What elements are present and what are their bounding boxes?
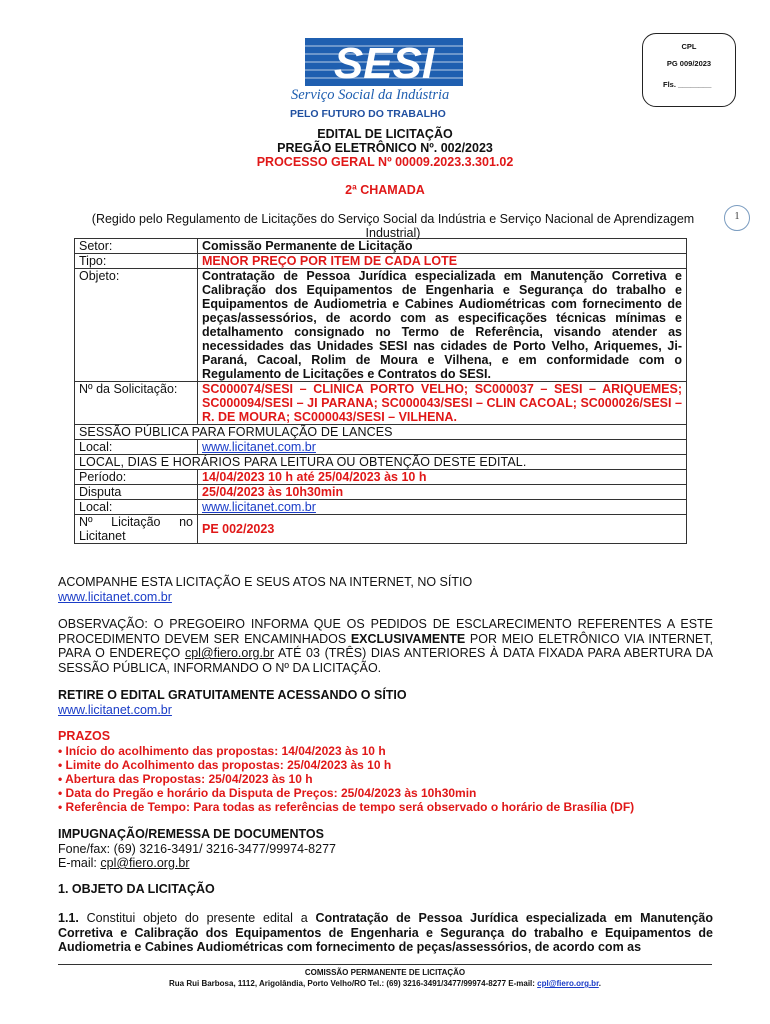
- table-row: [75, 485, 687, 500]
- licitacao-value: PE 002/2023: [198, 515, 687, 544]
- objeto-label: Objeto:: [75, 269, 198, 382]
- tipo-label: Tipo:: [75, 254, 198, 269]
- setor-value: Comissão Permanente de Licitação: [198, 239, 687, 254]
- logo-subtitle: Serviço Social da Indústria: [291, 87, 450, 103]
- setor-label: Setor:: [75, 239, 198, 254]
- disputa-value: 25/04/2023 às 10h30min: [198, 485, 687, 500]
- retire-link[interactable]: www.licitanet.com.br: [58, 702, 172, 717]
- table-row: [75, 254, 687, 269]
- local2-label: Local:: [75, 500, 198, 515]
- objeto-value: Contratação de Pessoa Jurídica especializada em Manutenção Corretiva e Calibração dos Equipamentos de Engenharia e Segurança do trabalho e Equipamentos de Audiometria e Cabines Audiométricas com fornecimento de peças/assessórios, de acordo com as especificações técnicas mínimas e detalhamento consignado no Termo de Referência, visando atender as necessidades das Unidades SESI nas cidades de Porto Velho, Ariquemes, Ji-Paraná, Cacoal, Rolim de Moura e Vilhena, e em conformidade com o Regulamento de Licitações e Contratos do SESI.: [198, 269, 687, 382]
- impugnacao-email[interactable]: cpl@fiero.org.br: [100, 856, 190, 870]
- info-table: [74, 238, 687, 544]
- process-number: PROCESSO GERAL Nº 00009.2023.3.301.02: [256, 155, 514, 169]
- local-link[interactable]: www.licitanet.com.br: [202, 440, 316, 454]
- local-label: Local:: [75, 440, 198, 455]
- footer-divider: [58, 964, 712, 965]
- observacao-bold: EXCLUSIVAMENTE: [350, 631, 466, 646]
- table-row: [75, 455, 687, 470]
- prazo-item: • Limite do Acolhimento das propostas: 25/04/2023 às 10 h: [58, 758, 392, 772]
- objeto-section-title: 1. OBJETO DA LICITAÇÃO: [58, 882, 215, 896]
- retire-title: RETIRE O EDITAL GRATUITAMENTE ACESSANDO O SÍTIO: [58, 688, 407, 702]
- retire-block: [58, 688, 713, 717]
- prazo-item: • Data do Pregão e horário da Disputa de Preços: 25/04/2023 às 10h30min: [58, 786, 477, 800]
- prazo-item: • Referência de Tempo: Para todas as referências de tempo será observado o horário de Brasília (DF): [58, 800, 635, 814]
- impugnacao-fone: Fone/fax: (69) 3216-3491/ 3216-3477/99974-8277: [58, 841, 336, 856]
- observacao-text-2: POR MEIO ELETRÔNICO VIA INTERNET, PARA O ENDEREÇO: [58, 631, 713, 660]
- observacao-email[interactable]: cpl@fiero.org.br: [184, 646, 275, 660]
- footer-address-text: Rua Rui Barbosa, 1112, Arigolândia, Porto Velho/RO Tel.: (69) 3216-3491/3477/99974-8277 E-mail:: [169, 979, 538, 988]
- page-number-badge[interactable]: 1: [724, 205, 750, 231]
- impugnacao-block: [58, 827, 713, 871]
- footer-end: .: [598, 979, 601, 988]
- impugnacao-title: IMPUGNAÇÃO/REMESSA DE DOCUMENTOS: [58, 827, 324, 841]
- table-row: [75, 239, 687, 254]
- table-row: [75, 440, 687, 455]
- acompanhe-text: ACOMPANHE ESTA LICITAÇÃO E SEUS ATOS NA INTERNET, NO SÍTIO: [58, 575, 473, 589]
- solicitacao-value: SC000074/SESI – CLINICA PORTO VELHO; SC000037 – SESI – ARIQUEMES; SC000094/SESI – JI PARANA; SC000043/SESI – CLIN CACOAL; SC000026/SESI – R. DE MOURA; SC000043/SESI – VILHENA.: [198, 382, 687, 425]
- acompanhe-block: [58, 575, 713, 604]
- logo-brand-text: SESI: [333, 39, 435, 86]
- stamp-line-cpl: CPL: [681, 42, 697, 51]
- objeto-section-bold: Contratação de Pessoa Jurídica especializada em Manutenção Corretiva e Calibração dos Equipamentos de Engenharia e Segurança do trabalho e Equipamentos de Audiometria e Cabines Audiométricas com fornecimento de peças/assessórios, de acordo com as: [58, 911, 714, 954]
- periodo-value: 14/04/2023 10 h até 25/04/2023 às 10 h: [198, 470, 687, 485]
- objeto-section-num: 1.1.: [58, 911, 79, 925]
- table-row: [75, 382, 687, 425]
- table-row: [75, 470, 687, 485]
- table-row: [75, 515, 687, 544]
- prazos-title: PRAZOS: [58, 729, 111, 743]
- regulation-note: (Regido pelo Regulamento de Licitações do Serviço Social da Indústria e Serviço Nacional de Aprendizagem Industrial): [91, 212, 695, 240]
- objeto-section-lead: Constitui objeto do presente edital a: [78, 911, 316, 925]
- observacao-paragraph: [58, 617, 713, 675]
- impugnacao-email-label: E-mail:: [58, 856, 101, 870]
- call-label: 2ª CHAMADA: [345, 183, 425, 197]
- solicitacao-label: Nº da Solicitação:: [75, 382, 198, 425]
- edital-title: EDITAL DE LICITAÇÃO: [317, 127, 453, 141]
- observacao-text-1: OBSERVAÇÃO: O PREGOEIRO INFORMA QUE OS PEDIDOS DE ESCLARECIMENTO REFERENTES A ESTE PROCEDIMENTO DEVEM SER ENCAMINHADOS: [58, 617, 713, 646]
- objeto-section-paragraph: [58, 911, 713, 955]
- periodo-label: Período:: [75, 470, 198, 485]
- sessao-header: SESSÃO PÚBLICA PARA FORMULAÇÃO DE LANCES: [75, 425, 687, 440]
- stamp-line-fls: Fls. ________: [663, 80, 712, 89]
- footer-email[interactable]: cpl@fiero.org.br: [537, 979, 599, 988]
- table-row: [75, 425, 687, 440]
- pregao-title: PREGÃO ELETRÔNICO Nº. 002/2023: [277, 141, 493, 155]
- prazo-item: • Abertura das Propostas: 25/04/2023 às 10 h: [58, 772, 313, 786]
- licitacao-label: Nº Licitação no Licitanet: [75, 515, 198, 544]
- table-row: [75, 500, 687, 515]
- logo-slogan: PELO FUTURO DO TRABALHO: [290, 108, 446, 120]
- acompanhe-link[interactable]: www.licitanet.com.br: [58, 589, 172, 604]
- footer-address: [0, 979, 770, 988]
- observacao-text-3: ATÉ 03 (TRÊS) DIAS ANTERIORES À DATA FIXADA PARA ABERTURA DA SESSÃO PÚBLICA, INFORMANDO O Nº DA LICITAÇÃO.: [58, 646, 713, 675]
- stamp-line-pg: PG 009/2023: [666, 59, 712, 68]
- tipo-value: MENOR PREÇO POR ITEM DE CADA LOTE: [198, 254, 687, 269]
- table-row: [75, 269, 687, 382]
- leitura-header: LOCAL, DIAS E HORÁRIOS PARA LEITURA OU OBTENÇÃO DESTE EDITAL.: [75, 455, 687, 470]
- prazo-item: • Início do acolhimento das propostas: 14/04/2023 às 10 h: [58, 744, 386, 758]
- disputa-label: Disputa: [75, 485, 198, 500]
- footer-title: COMISSÃO PERMANENTE DE LICITAÇÃO: [304, 968, 466, 977]
- cpl-stamp: [642, 33, 736, 107]
- local2-link[interactable]: www.licitanet.com.br: [202, 500, 316, 514]
- sesi-logo: [305, 38, 463, 86]
